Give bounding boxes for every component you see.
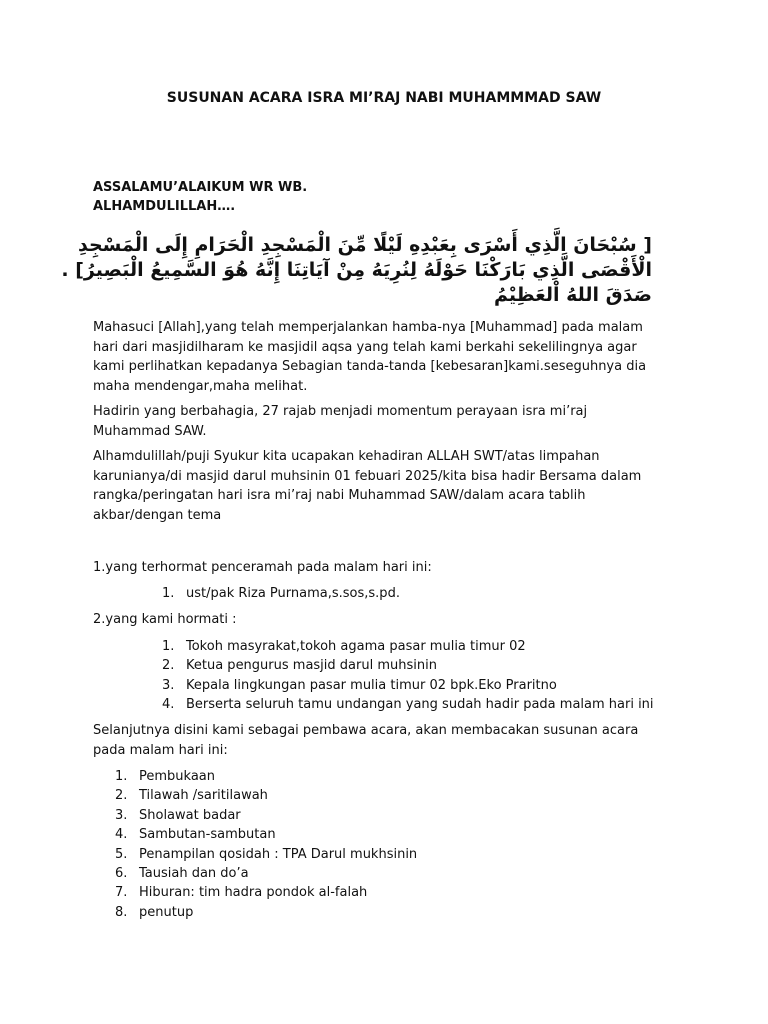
arabic-line: صَدَقَ اللهُ اْلعَظِيْمُ xyxy=(493,284,652,306)
agenda-item: 4. Sambutan-sambutan xyxy=(115,827,276,843)
paragraph-text: Hadirin yang berbahagia, 27 rajab menjadi momentum perayaan isra mi’raj Muhammad SAW. xyxy=(93,404,588,439)
arabic-line: الْأَقْصَى الَّذِي بَارَكْنَا حَوْلَهُ لِنُرِيَهُ مِنْ آيَاتِنَا إِنَّهُ هُوَ السَّمِيعُ الْبَصِيرُ] . xyxy=(61,259,652,281)
paragraph-text: Selanjutnya disini kami sebagai pembawa acara, akan membacakan susunan acara pada malam hari ini: xyxy=(93,723,639,758)
list-item: 1. Tokoh masyrakat,tokoh agama pasar mulia timur 02 xyxy=(162,639,526,654)
agenda-item: 8. penutup xyxy=(115,904,194,920)
paragraph-greeting xyxy=(93,402,668,441)
paragraph-translation xyxy=(93,318,668,396)
list-item: 2. Ketua pengurus masjid darul muhsinin xyxy=(162,658,437,674)
list-item: 1. ust/pak Riza Purnama,s.sos,s.pd. xyxy=(162,586,400,601)
agenda-item: 2. Tilawah /saritilawah xyxy=(115,788,268,804)
section1-list xyxy=(162,584,400,603)
agenda-item: 5. Penampilan qosidah : TPA Darul mukhsinin xyxy=(115,846,418,862)
paragraph-opening xyxy=(93,447,668,525)
document-title: SUSUNAN ACARA ISRA MI’RAJ NABI MUHAMMMAD SAW xyxy=(166,90,602,106)
list-item: 3. Kepala lingkungan pasar mulia timur 02 bpk.Eko Praritno xyxy=(162,677,557,693)
agenda-item: 1. Pembukaan xyxy=(115,769,216,784)
arabic-verse xyxy=(61,233,652,308)
paragraph-text: Alhamdulillah/puji Syukur kita ucapakan kehadiran ALLAH SWT/atas limpahan karunianya/di masjid darul muhsinin 01 febuari 2025/kita bisa hadir Bersama dalam rangka/peringatan hari isra mi’raj nabi Muhammad SAW/dalam acara tablih akbar/dengan tema xyxy=(93,449,642,523)
paragraph-text: Mahasuci [Allah],yang telah memperjalankan hamba-nya [Muhammad] pada malam hari dari masjidilharam ke masjidil aqsa yang telah kami berkahi sekelilingnya agar kami perlihatkan kepadanya Sebagian tanda-tanda [kebesaran]kami.seseguhnya dia maha mendengar,maha melihat. xyxy=(93,320,647,394)
list-item: 4. Berserta seluruh tamu undangan yang sudah hadir pada malam hari ini xyxy=(162,697,654,713)
section2-heading: 2.yang kami hormati : xyxy=(93,612,237,627)
agenda-item: 7. Hiburan: tim hadra pondok al-falah xyxy=(115,885,368,901)
section2-list xyxy=(162,637,654,715)
agenda-list xyxy=(115,767,417,922)
greeting-line: ASSALAMU’ALAIKUM WR WB. xyxy=(93,180,308,195)
greeting-line: ALHAMDULILLAH…. xyxy=(93,199,236,214)
paragraph-agenda-intro xyxy=(93,721,668,760)
arabic-line: [ سُبْحَانَ الَّذِي أَسْرَى بِعَبْدِهِ لَيْلًا مِّنَ الْمَسْجِدِ الْحَرَامِ إِلَى الْمَسْجِدِ xyxy=(77,234,652,256)
agenda-item: 6. Tausiah dan do’a xyxy=(115,865,249,881)
greeting xyxy=(93,178,307,216)
agenda-item: 3. Sholawat badar xyxy=(115,807,241,823)
section1-heading: 1.yang terhormat penceramah pada malam hari ini: xyxy=(93,560,432,575)
